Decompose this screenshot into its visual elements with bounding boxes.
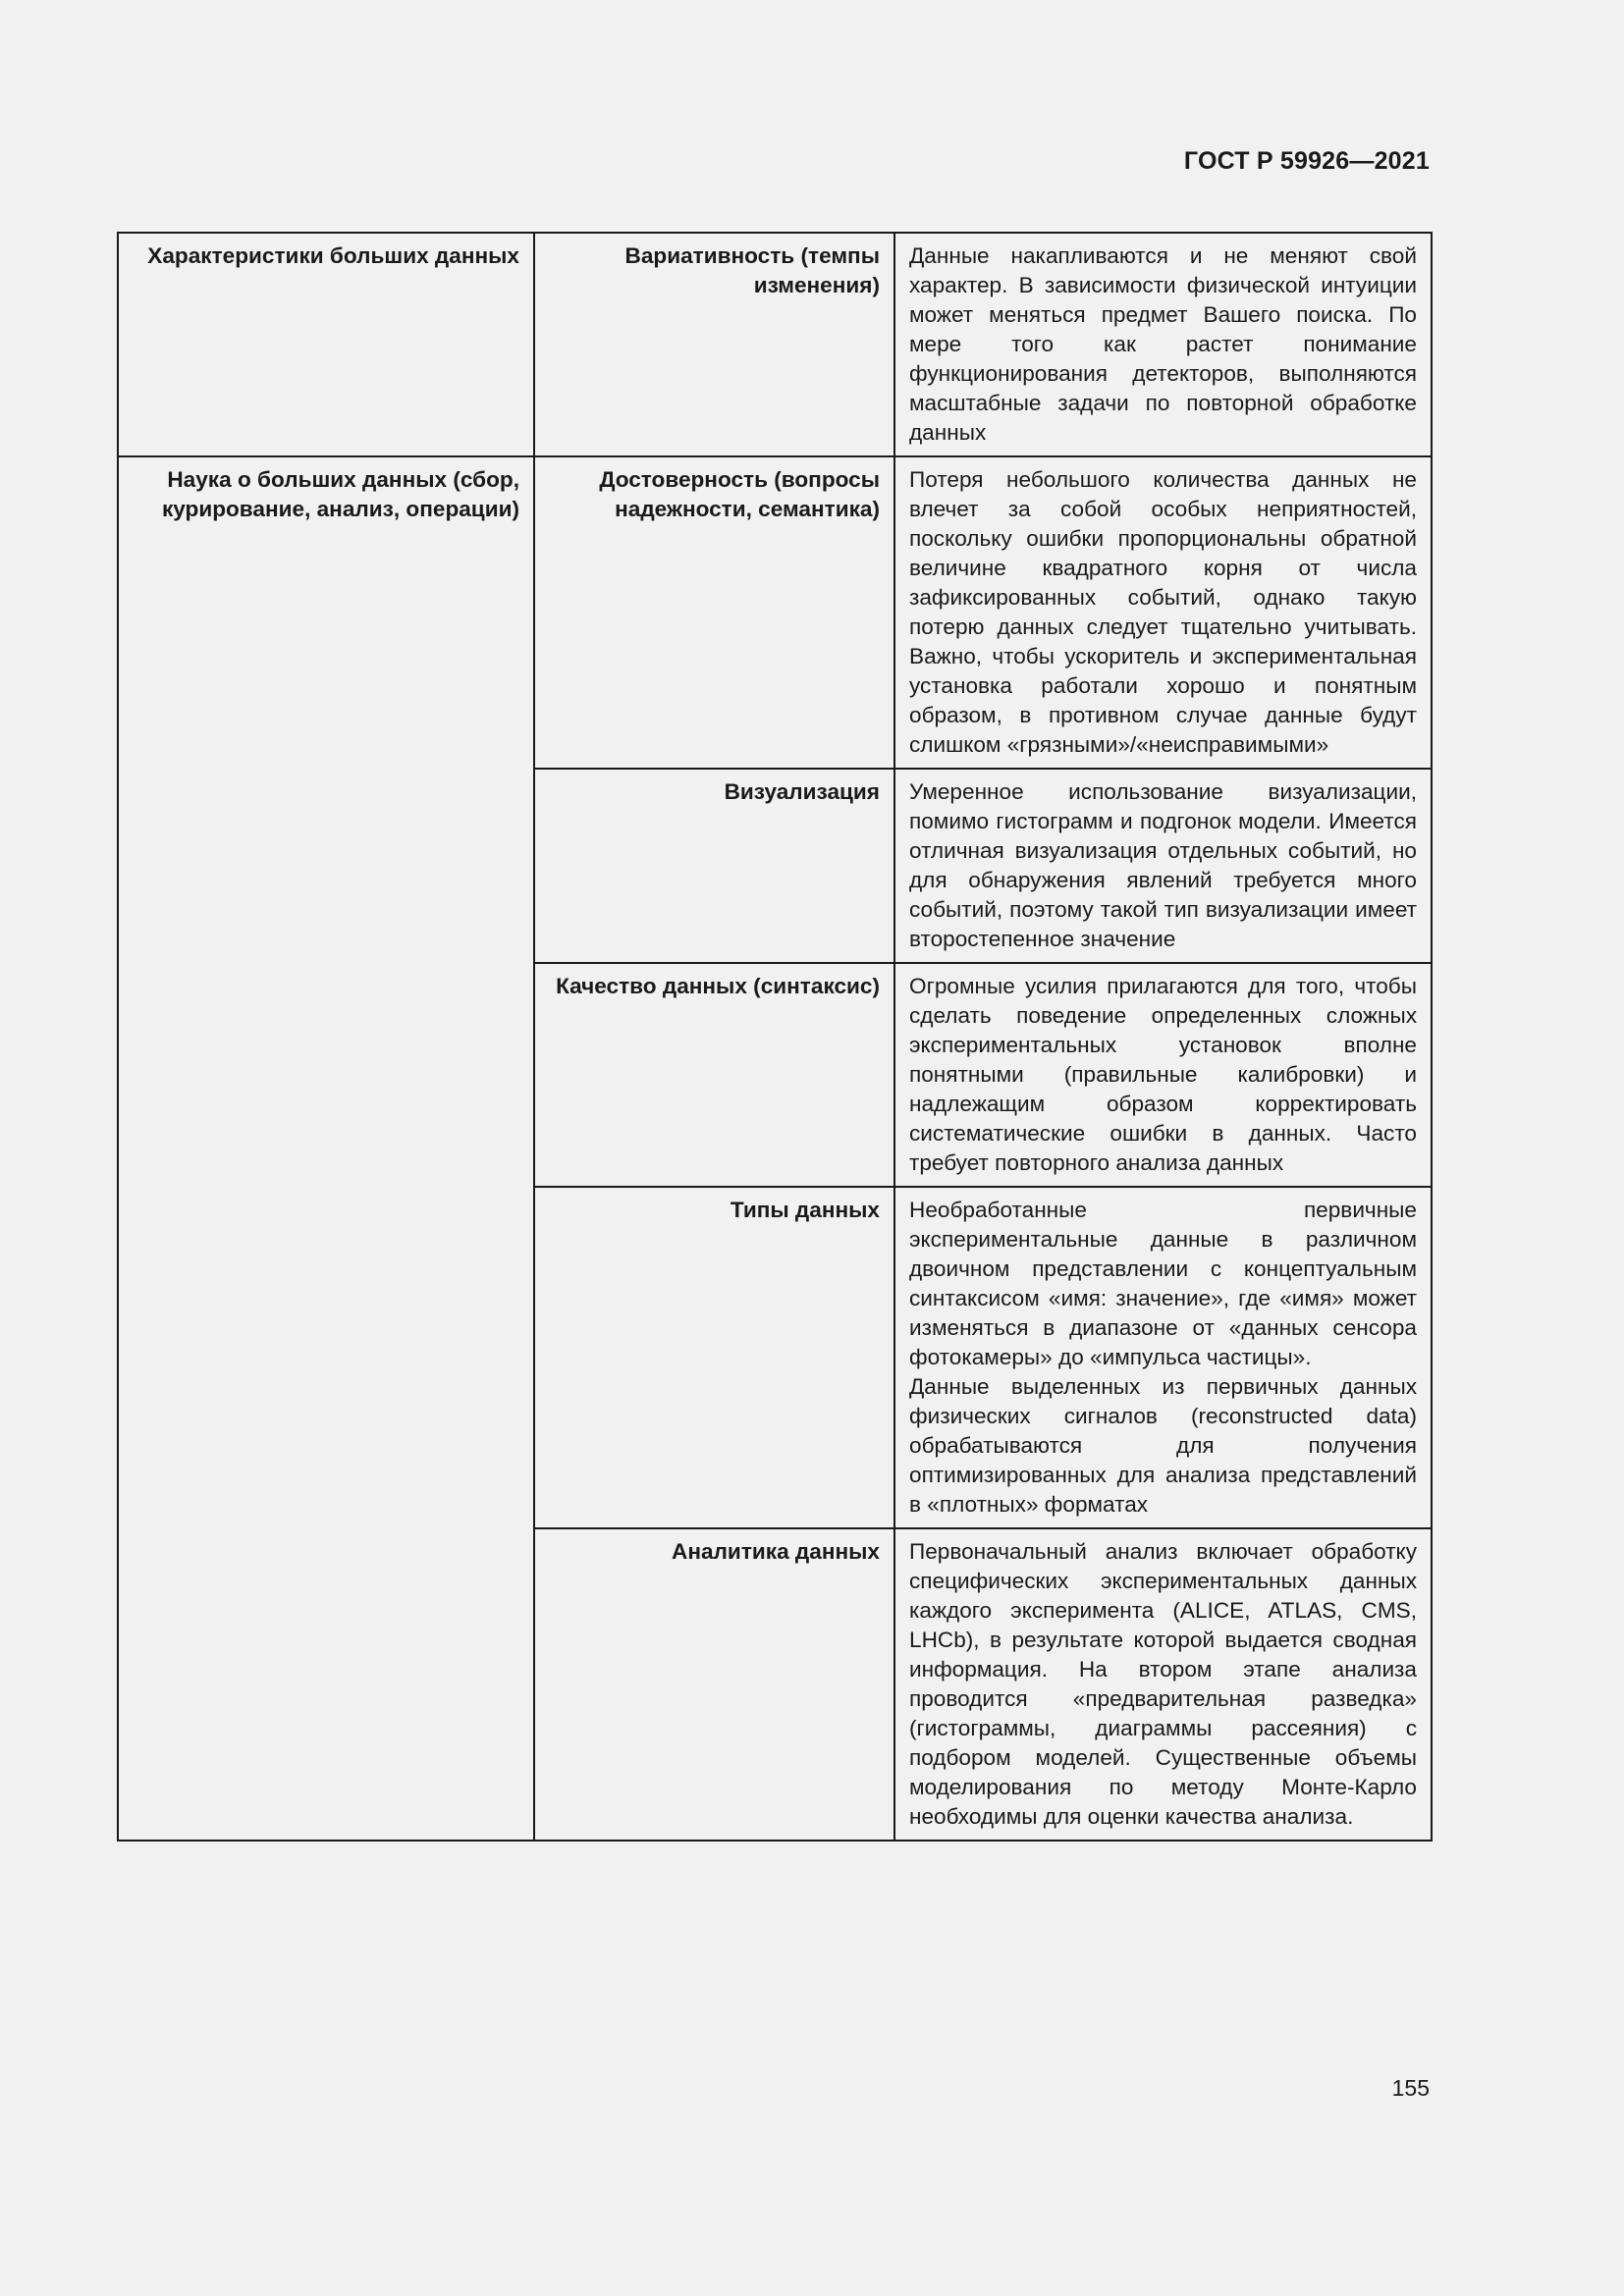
parameter-cell: Достоверность (вопросы надежности, семантика) — [534, 456, 894, 769]
characteristics-table — [117, 232, 1433, 1842]
description-cell — [894, 456, 1432, 769]
description-paragraph: Огромные усилия прилагаются для того, чтобы сделать поведение определенных сложных экспериментальных установок вполне понятными (правильные калибровки) и надлежащим образом корректировать систематические ошибки в данных. Часто требует повторного анализа данных — [909, 974, 1417, 1175]
description-paragraph: Данные выделенных из первичных данных физических сигналов (reconstructed data) обрабатываются для получения оптимизированных для анализа представлений в «плотных» форматах — [909, 1374, 1417, 1517]
description-paragraph: Данные накапливаются и не меняют свой характер. В зависимости физической интуиции может меняться предмет Вашего поиска. По мере того как растет понимание функционирования детекторов, выполняются масштабные задачи по повторной обработке данных — [909, 243, 1417, 445]
page-number: 155 — [1391, 2075, 1430, 2101]
description-paragraph: Умеренное использование визуализации, помимо гистограмм и подгонок модели. Имеется отличная визуализация отдельных событий, но для обнаружения явлений требуется много событий, поэтому такой тип визуализации имеет второстепенное значение — [909, 779, 1417, 951]
category-cell: Характеристики больших данных — [118, 233, 534, 456]
category-cell: Наука о больших данных (сбор, курирование, анализ, операции) — [118, 456, 534, 1841]
table-row — [118, 456, 1432, 769]
parameter-cell: Визуализация — [534, 769, 894, 963]
description-cell — [894, 769, 1432, 963]
parameter-cell: Типы данных — [534, 1187, 894, 1528]
description-cell — [894, 963, 1432, 1187]
description-paragraph: Потеря небольшого количества данных не влечет за собой особых неприятностей, поскольку ошибки пропорциональны обратной величине квадратного корня от числа зафиксированных событий, однако такую потерю данных следует тщательно учитывать. Важно, чтобы ускоритель и экспериментальная установка работали хорошо и понятным образом, в противном случае данные будут слишком «грязными»/«неисправимыми» — [909, 467, 1417, 757]
parameter-cell: Вариативность (темпы изменения) — [534, 233, 894, 456]
description-cell — [894, 1528, 1432, 1841]
table-row — [118, 233, 1432, 456]
parameter-cell: Качество данных (синтаксис) — [534, 963, 894, 1187]
document-code: ГОСТ Р 59926—2021 — [1183, 147, 1430, 175]
description-cell — [894, 1187, 1432, 1528]
description-cell — [894, 233, 1432, 456]
description-paragraph: Первоначальный анализ включает обработку специфических экспериментальных данных каждого эксперимента (ALICE, ATLAS, CMS, LHCb), в результате которой выдается сводная информация. На втором этапе анализа проводится «предварительная разведка» (гистограммы, диаграммы рассеяния) с подбором моделей. Существенные объемы моделирования по методу Монте-Карло необходимы для оценки качества анализа. — [909, 1539, 1417, 1829]
parameter-cell: Аналитика данных — [534, 1528, 894, 1841]
description-paragraph: Необработанные первичные экспериментальные данные в различном двоичном представлении с концептуальным синтаксисом «имя: значение», где «имя» может изменяться в диапазоне от «данных сенсора фотокамеры» до «импульса частицы». — [909, 1198, 1417, 1369]
